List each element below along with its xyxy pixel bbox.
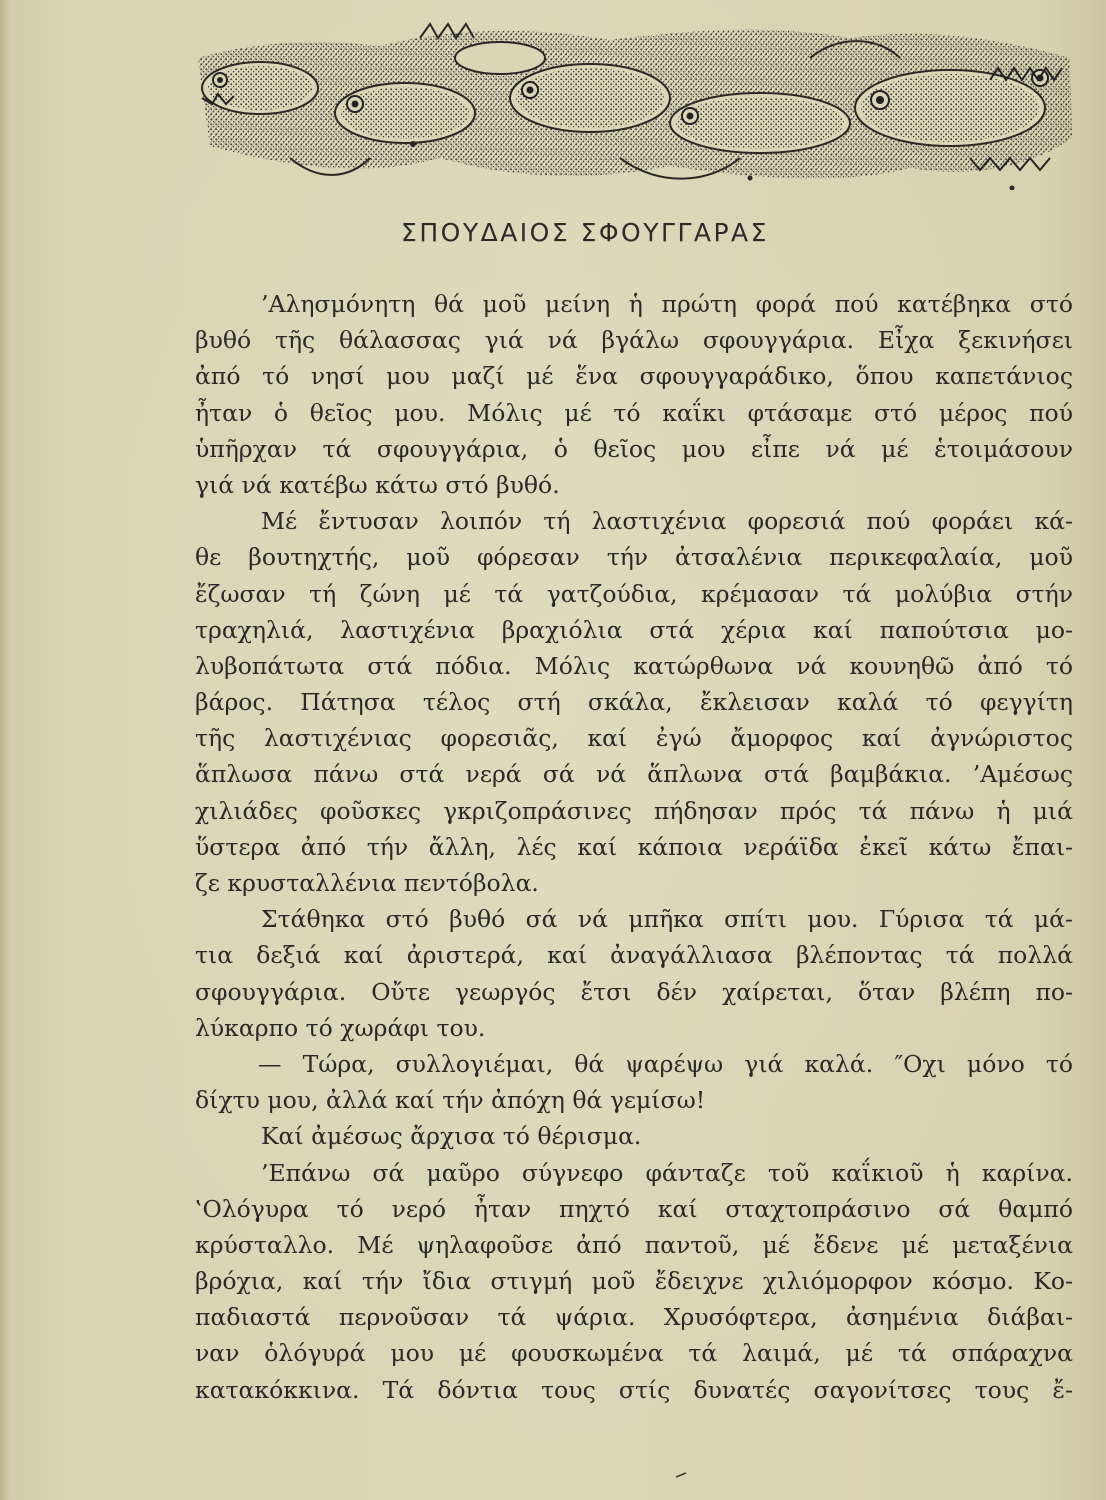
text-line: κατακόκκινα. Τά δόντια τους στίς δυνατές σαγονίτσες τους ἔ- — [195, 1375, 1073, 1404]
text-line: ἔζωσαν τή ζώνη μέ τά γατζούδια, κρέμασαν τά μολύβια στήν — [195, 579, 1073, 608]
text-line: τια δεξιά καί ἀριστερά, καί ἀναγάλλιασα βλέποντας τά πολλά — [195, 941, 1073, 970]
text-line: παδιαστά περνοῦσαν τά ψάρια. Χρυσόφτερα, ἀσημένια διάβαι- — [195, 1303, 1073, 1332]
text-line: ὕστερα ἀπό τήν ἄλλη, λές καί κάποια νεράϊδα ἐκεῖ κάτω ἔπαι- — [195, 832, 1073, 861]
printer-mark-icon — [675, 1472, 687, 1478]
text-line: δίχτυ μου, ἀλλά καί τήν ἀπόχη θά γεμίσω! — [195, 1086, 706, 1115]
fish-engraving-icon — [190, 18, 1080, 190]
text-line: ὑπῆρχαν τά σφουγγάρια, ὁ θεῖος μου εἶπε νά μέ ἑτοιμάσουν — [195, 434, 1073, 463]
text-line: ἀπό τό νησί μου μαζί μέ ἕνα σφουγγαράδικο, ὅπου καπετάνιος — [195, 362, 1073, 391]
text-line: σφουγγάρια. Οὔτε γεωργός ἔτσι δέν χαίρεται, ὅταν βλέπη πο- — [195, 977, 1073, 1006]
article-body — [195, 286, 1073, 1408]
text-line: Στάθηκα στό βυθό σά νά μπῆκα σπίτι μου. Γύρισα τά μά- — [261, 905, 1073, 934]
text-line: θε βουτηχτής, μοῦ φόρεσαν τήν ἀτσαλένια περικεφαλαία, μοῦ — [195, 543, 1073, 572]
text-line: βάρος. Πάτησα τέλος στή σκάλα, ἔκλεισαν καλά τό φεγγίτη — [195, 688, 1073, 717]
text-line: χιλιάδες φοῦσκες γκριζοπράσινες πήδησαν πρός τά πάνω ἡ μιά — [195, 796, 1073, 825]
text-line: Μέ ἔντυσαν λοιπόν τή λαστιχένια φορεσιά πού φοράει κά- — [261, 507, 1073, 536]
text-line: τῆς λαστιχένιας φορεσιᾶς, καί ἐγώ ἄμορφος καί ἀγνώριστος — [195, 724, 1073, 753]
text-line: βρόχια, καί τήν ἴδια στιγμή μοῦ ἔδειχνε χιλιόμορφον κόσμο. Κο- — [195, 1267, 1073, 1296]
text-line: ’Αλησμόνητη θά μοῦ μείνη ἡ πρώτη φορά πού κατέβηκα στό — [261, 290, 1073, 318]
text-line: βυθό τῆς θάλασσας γιά νά βγάλω σφουγγάρια. Εἶχα ξεκινήσει — [195, 326, 1073, 355]
text-line: ’Επάνω σά μαῦρο σύγνεφο φάνταζε τοῦ καΐκιοῦ ἡ καρίνα. — [261, 1158, 1073, 1187]
text-line: λυβοπάτωτα στά πόδια. Μόλις κατώρθωνα νά κουνηθῶ ἀπό τό — [195, 651, 1073, 680]
text-line: ἅπλωσα πάνω στά νερά σά νά ἅπλωνα στά βαμβάκια. ’Αμέσως — [195, 760, 1073, 789]
text-line: ἦταν ὁ θεῖος μου. Μόλις μέ τό καΐκι φτάσαμε στό μέρος πού — [195, 398, 1073, 427]
text-line: γιά νά κατέβω κάτω στό βυθό. — [195, 470, 560, 499]
page-title: ΣΠΟΥΔΑΙΟΣ ΣΦΟΥΓΓΑΡΑΣ — [401, 218, 769, 247]
dialogue-line: — Τώρα, συλλογιέμαι, θά ψαρέψω γιά καλά. ″Οχι μόνο τό — [258, 1049, 1073, 1078]
text-line: τραχηλιά, λαστιχένια βραχιόλια στά χέρια καί παπούτσια μο- — [195, 615, 1073, 644]
text-line: Καί ἀμέσως ἄρχισα τό θέρισμα. — [261, 1122, 642, 1151]
text-line: ναν ὁλόγυρά μου μέ φουσκωμένα τά λαιμά, μέ τά σπάραχνα — [195, 1339, 1073, 1368]
text-line: κρύσταλλο. Μέ ψηλαφοῦσε ἀπό παντοῦ, μέ ἔδενε μέ μεταξένια — [195, 1230, 1073, 1259]
text-line: ζε κρυσταλλένια πεντόβολα. — [195, 869, 539, 897]
text-line: ‛Ολόγυρα τό νερό ἦταν πηχτό καί σταχτοπράσινο σά θαμπό — [195, 1194, 1073, 1223]
text-line: λύκαρπο τό χωράφι του. — [195, 1013, 486, 1042]
